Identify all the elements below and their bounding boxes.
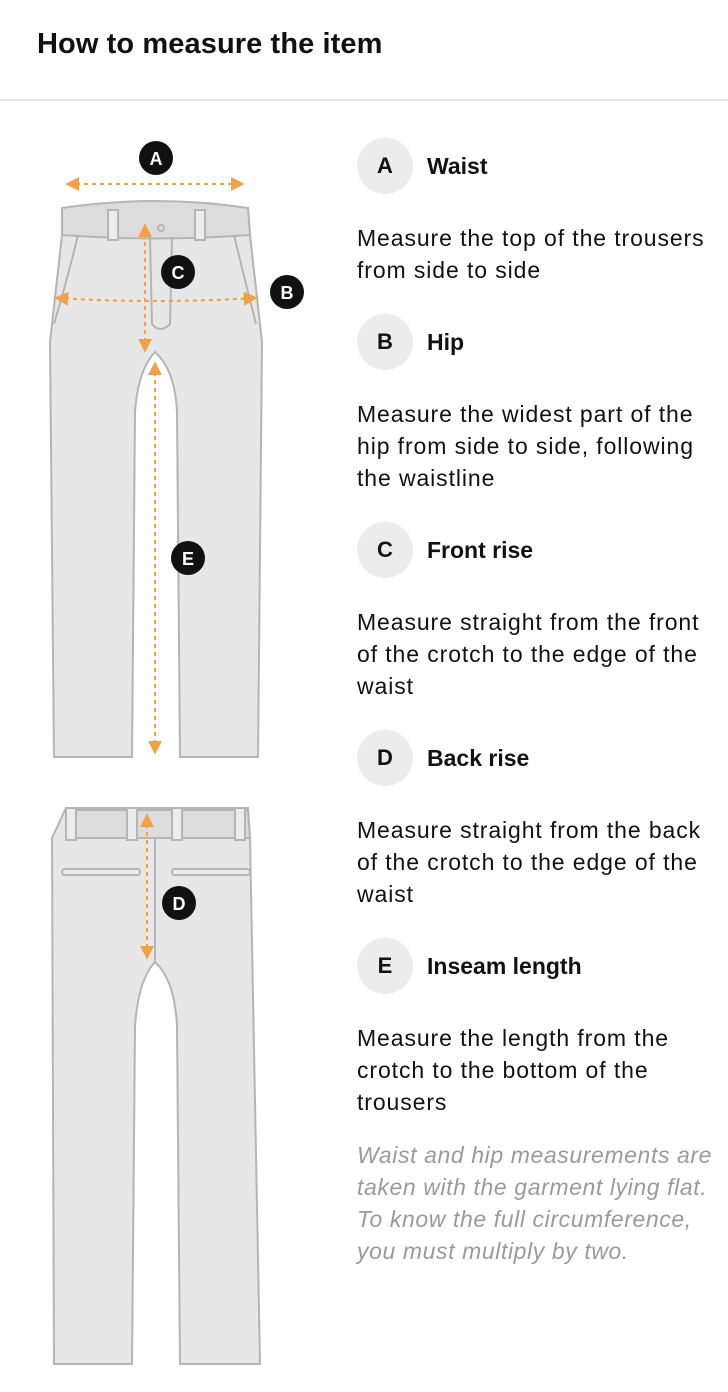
measurement-description: Measure the widest part of the hip from side to side, following the waistline: [357, 401, 694, 491]
marker-b-label: B: [280, 283, 294, 303]
badge-d: D: [357, 730, 413, 786]
marker-e-label: E: [181, 549, 195, 569]
marker-a: [139, 141, 173, 175]
marker-c-label: C: [171, 263, 185, 283]
badge-b: B: [357, 314, 413, 370]
marker-d: [162, 886, 196, 920]
measurement-name: Back rise: [427, 745, 530, 771]
measurement-description: Measure straight from the front of the crotch to the edge of the waist: [357, 609, 700, 699]
badge-a: A: [357, 138, 413, 194]
measurement-name: Waist: [427, 153, 488, 179]
badge-c: C: [357, 522, 413, 578]
measurement-name: Inseam length: [427, 953, 582, 979]
marker-c: [161, 255, 195, 289]
page-title: How to measure the item: [37, 28, 383, 60]
measurement-name: Hip: [427, 329, 465, 355]
measurement-description: Measure the length from the crotch to the bottom of the trousers: [357, 1025, 669, 1115]
header: [0, 0, 728, 101]
measurement-name: Front rise: [427, 537, 534, 563]
measurement-description: Measure straight from the back of the crotch to the edge of the waist: [357, 817, 702, 907]
marker-a-label: A: [149, 149, 163, 169]
back-trousers: [52, 808, 260, 1364]
marker-b: [270, 275, 304, 309]
measurement-note: Waist and hip measurements are taken with the garment lying flat. To know the full circumference, you must multiply by two.: [357, 1142, 713, 1264]
marker-d-label: D: [172, 894, 186, 914]
badge-e: E: [357, 938, 413, 994]
trousers-diagram: [0, 102, 340, 1392]
marker-e: [171, 541, 205, 575]
measurement-description: Measure the top of the trousers from side to side: [357, 225, 705, 283]
trousers-illustration: [0, 102, 340, 1392]
